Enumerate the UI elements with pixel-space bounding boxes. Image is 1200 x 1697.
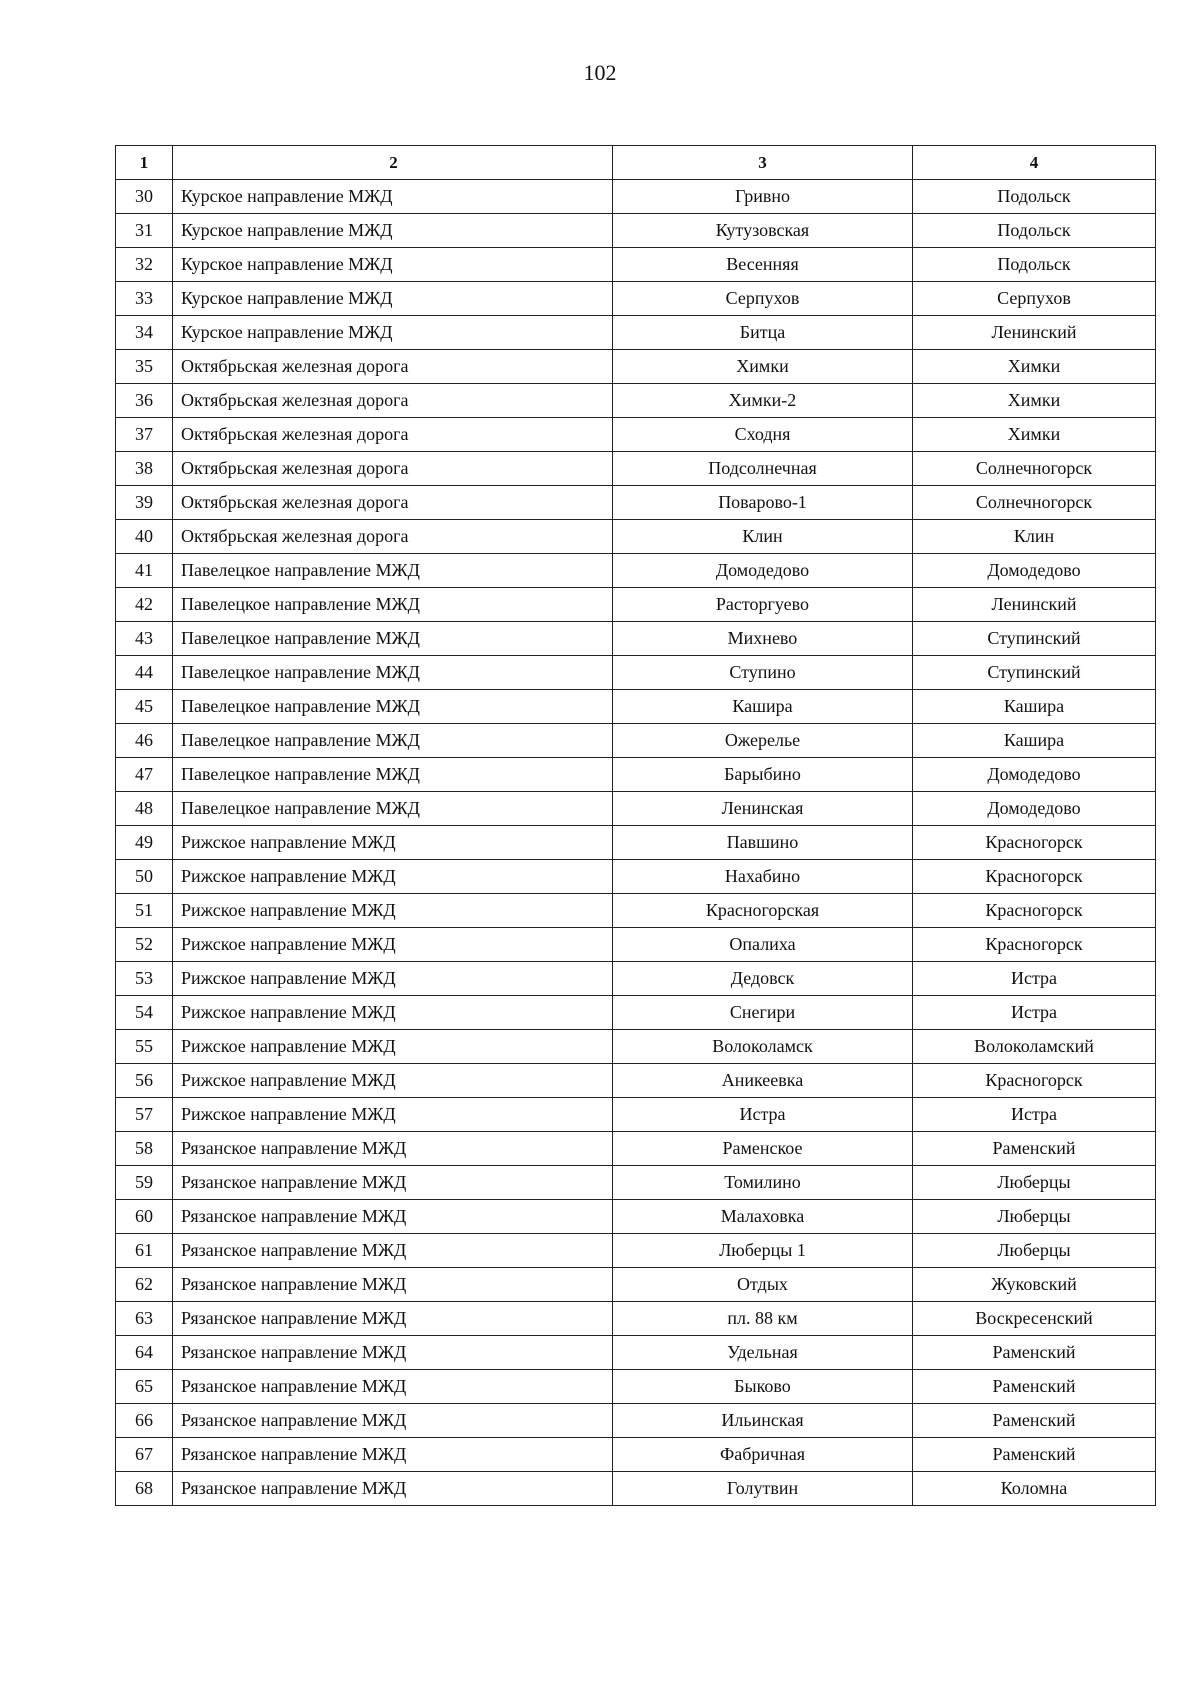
station-cell: Снегири xyxy=(613,996,913,1030)
row-number-cell: 50 xyxy=(116,860,173,894)
row-number-cell: 58 xyxy=(116,1132,173,1166)
station-cell: Расторгуево xyxy=(613,588,913,622)
municipality-cell: Воскресенский xyxy=(913,1302,1156,1336)
railway-direction-cell: Курское направление МЖД xyxy=(173,282,613,316)
row-number-cell: 31 xyxy=(116,214,173,248)
railway-direction-cell: Павелецкое направление МЖД xyxy=(173,656,613,690)
row-number-cell: 53 xyxy=(116,962,173,996)
row-number-cell: 54 xyxy=(116,996,173,1030)
table-row xyxy=(116,622,1156,656)
station-cell: Быково xyxy=(613,1370,913,1404)
municipality-cell: Красногорск xyxy=(913,1064,1156,1098)
table-row xyxy=(116,758,1156,792)
table-row xyxy=(116,1064,1156,1098)
station-cell: Люберцы 1 xyxy=(613,1234,913,1268)
table-row xyxy=(116,1268,1156,1302)
municipality-cell: Раменский xyxy=(913,1438,1156,1472)
railway-direction-cell: Павелецкое направление МЖД xyxy=(173,622,613,656)
railway-direction-cell: Рижское направление МЖД xyxy=(173,860,613,894)
row-number-cell: 36 xyxy=(116,384,173,418)
railway-direction-cell: Рязанское направление МЖД xyxy=(173,1166,613,1200)
row-number-cell: 57 xyxy=(116,1098,173,1132)
table-row xyxy=(116,894,1156,928)
municipality-cell: Истра xyxy=(913,996,1156,1030)
row-number-cell: 48 xyxy=(116,792,173,826)
railway-direction-cell: Рязанское направление МЖД xyxy=(173,1234,613,1268)
row-number-cell: 41 xyxy=(116,554,173,588)
station-cell: Битца xyxy=(613,316,913,350)
table-row xyxy=(116,452,1156,486)
table-row xyxy=(116,316,1156,350)
railway-direction-cell: Рязанское направление МЖД xyxy=(173,1336,613,1370)
table-row xyxy=(116,1132,1156,1166)
municipality-cell: Серпухов xyxy=(913,282,1156,316)
railway-direction-cell: Курское направление МЖД xyxy=(173,180,613,214)
station-cell: Ожерелье xyxy=(613,724,913,758)
row-number-cell: 68 xyxy=(116,1472,173,1506)
station-cell: Малаховка xyxy=(613,1200,913,1234)
table-row xyxy=(116,826,1156,860)
municipality-cell: Раменский xyxy=(913,1336,1156,1370)
row-number-cell: 60 xyxy=(116,1200,173,1234)
row-number-cell: 33 xyxy=(116,282,173,316)
row-number-cell: 62 xyxy=(116,1268,173,1302)
table-row xyxy=(116,486,1156,520)
station-cell: Гривно xyxy=(613,180,913,214)
station-cell: Серпухов xyxy=(613,282,913,316)
railway-direction-cell: Рязанское направление МЖД xyxy=(173,1472,613,1506)
row-number-cell: 40 xyxy=(116,520,173,554)
railway-direction-cell: Октябрьская железная дорога xyxy=(173,486,613,520)
railway-direction-cell: Рижское направление МЖД xyxy=(173,1098,613,1132)
municipality-cell: Истра xyxy=(913,962,1156,996)
column-header-4: 4 xyxy=(913,146,1156,180)
table-row xyxy=(116,554,1156,588)
table-row xyxy=(116,520,1156,554)
table-row xyxy=(116,350,1156,384)
railway-direction-cell: Рижское направление МЖД xyxy=(173,826,613,860)
row-number-cell: 59 xyxy=(116,1166,173,1200)
station-cell: Красногорская xyxy=(613,894,913,928)
railway-direction-cell: Рижское направление МЖД xyxy=(173,1064,613,1098)
column-header-3: 3 xyxy=(613,146,913,180)
station-cell: пл. 88 км xyxy=(613,1302,913,1336)
municipality-cell: Кашира xyxy=(913,724,1156,758)
railway-direction-cell: Курское направление МЖД xyxy=(173,316,613,350)
municipality-cell: Клин xyxy=(913,520,1156,554)
row-number-cell: 49 xyxy=(116,826,173,860)
page-number: 102 xyxy=(583,60,617,85)
row-number-cell: 37 xyxy=(116,418,173,452)
station-cell: Домодедово xyxy=(613,554,913,588)
railway-direction-cell: Рязанское направление МЖД xyxy=(173,1302,613,1336)
railway-direction-cell: Рязанское направление МЖД xyxy=(173,1200,613,1234)
row-number-cell: 45 xyxy=(116,690,173,724)
municipality-cell: Люберцы xyxy=(913,1166,1156,1200)
station-cell: Фабричная xyxy=(613,1438,913,1472)
table-row xyxy=(116,1030,1156,1064)
station-cell: Томилино xyxy=(613,1166,913,1200)
station-cell: Весенняя xyxy=(613,248,913,282)
table-row xyxy=(116,792,1156,826)
table-body xyxy=(116,180,1156,1506)
municipality-cell: Красногорск xyxy=(913,860,1156,894)
municipality-cell: Ленинский xyxy=(913,316,1156,350)
row-number-cell: 38 xyxy=(116,452,173,486)
table-row xyxy=(116,724,1156,758)
station-cell: Нахабино xyxy=(613,860,913,894)
municipality-cell: Волоколамский xyxy=(913,1030,1156,1064)
station-cell: Барыбино xyxy=(613,758,913,792)
railway-direction-cell: Октябрьская железная дорога xyxy=(173,350,613,384)
table-row xyxy=(116,1098,1156,1132)
municipality-cell: Раменский xyxy=(913,1132,1156,1166)
station-cell: Отдых xyxy=(613,1268,913,1302)
railway-direction-cell: Рязанское направление МЖД xyxy=(173,1132,613,1166)
row-number-cell: 32 xyxy=(116,248,173,282)
row-number-cell: 42 xyxy=(116,588,173,622)
table-row xyxy=(116,1166,1156,1200)
table-row xyxy=(116,1370,1156,1404)
row-number-cell: 61 xyxy=(116,1234,173,1268)
railway-direction-cell: Павелецкое направление МЖД xyxy=(173,588,613,622)
municipality-cell: Люберцы xyxy=(913,1234,1156,1268)
station-cell: Опалиха xyxy=(613,928,913,962)
municipality-cell: Домодедово xyxy=(913,554,1156,588)
table-row xyxy=(116,180,1156,214)
municipality-cell: Химки xyxy=(913,384,1156,418)
railway-direction-cell: Рижское направление МЖД xyxy=(173,928,613,962)
column-header-2: 2 xyxy=(173,146,613,180)
row-number-cell: 43 xyxy=(116,622,173,656)
row-number-cell: 66 xyxy=(116,1404,173,1438)
table-row xyxy=(116,282,1156,316)
municipality-cell: Домодедово xyxy=(913,758,1156,792)
station-cell: Поварово-1 xyxy=(613,486,913,520)
railway-direction-cell: Рязанское направление МЖД xyxy=(173,1438,613,1472)
row-number-cell: 63 xyxy=(116,1302,173,1336)
row-number-cell: 47 xyxy=(116,758,173,792)
row-number-cell: 64 xyxy=(116,1336,173,1370)
station-cell: Аникеевка xyxy=(613,1064,913,1098)
row-number-cell: 35 xyxy=(116,350,173,384)
railway-direction-cell: Октябрьская железная дорога xyxy=(173,520,613,554)
row-number-cell: 51 xyxy=(116,894,173,928)
municipality-cell: Солнечногорск xyxy=(913,452,1156,486)
municipality-cell: Подольск xyxy=(913,214,1156,248)
station-cell: Павшино xyxy=(613,826,913,860)
table-row xyxy=(116,588,1156,622)
table-row xyxy=(116,928,1156,962)
municipality-cell: Подольск xyxy=(913,180,1156,214)
table-row xyxy=(116,214,1156,248)
municipality-cell: Истра xyxy=(913,1098,1156,1132)
station-cell: Раменское xyxy=(613,1132,913,1166)
railway-direction-cell: Октябрьская железная дорога xyxy=(173,418,613,452)
station-cell: Удельная xyxy=(613,1336,913,1370)
table-row xyxy=(116,690,1156,724)
municipality-cell: Ленинский xyxy=(913,588,1156,622)
municipality-cell: Солнечногорск xyxy=(913,486,1156,520)
municipality-cell: Химки xyxy=(913,418,1156,452)
station-cell: Голутвин xyxy=(613,1472,913,1506)
railway-direction-cell: Павелецкое направление МЖД xyxy=(173,554,613,588)
table-row xyxy=(116,656,1156,690)
row-number-cell: 46 xyxy=(116,724,173,758)
station-cell: Кашира xyxy=(613,690,913,724)
railway-direction-cell: Павелецкое направление МЖД xyxy=(173,758,613,792)
row-number-cell: 67 xyxy=(116,1438,173,1472)
railway-direction-cell: Рижское направление МЖД xyxy=(173,1030,613,1064)
station-cell: Подсолнечная xyxy=(613,452,913,486)
municipality-cell: Красногорск xyxy=(913,894,1156,928)
row-number-cell: 56 xyxy=(116,1064,173,1098)
municipality-cell: Раменский xyxy=(913,1370,1156,1404)
municipality-cell: Ступинский xyxy=(913,622,1156,656)
row-number-cell: 34 xyxy=(116,316,173,350)
railway-direction-cell: Павелецкое направление МЖД xyxy=(173,792,613,826)
station-cell: Химки xyxy=(613,350,913,384)
municipality-cell: Красногорск xyxy=(913,826,1156,860)
municipality-cell: Раменский xyxy=(913,1404,1156,1438)
row-number-cell: 30 xyxy=(116,180,173,214)
station-cell: Ступино xyxy=(613,656,913,690)
station-cell: Ленинская xyxy=(613,792,913,826)
table-row xyxy=(116,1200,1156,1234)
railway-direction-cell: Рижское направление МЖД xyxy=(173,996,613,1030)
railway-direction-cell: Курское направление МЖД xyxy=(173,214,613,248)
railway-direction-cell: Павелецкое направление МЖД xyxy=(173,690,613,724)
table-row xyxy=(116,1234,1156,1268)
table-row xyxy=(116,996,1156,1030)
station-cell: Химки-2 xyxy=(613,384,913,418)
stations-table xyxy=(115,145,1156,1506)
station-cell: Дедовск xyxy=(613,962,913,996)
railway-direction-cell: Октябрьская железная дорога xyxy=(173,452,613,486)
table-row xyxy=(116,860,1156,894)
municipality-cell: Люберцы xyxy=(913,1200,1156,1234)
table-row xyxy=(116,384,1156,418)
municipality-cell: Жуковский xyxy=(913,1268,1156,1302)
table-row xyxy=(116,1438,1156,1472)
table-row xyxy=(116,1336,1156,1370)
table-row xyxy=(116,962,1156,996)
row-number-cell: 44 xyxy=(116,656,173,690)
table-row xyxy=(116,248,1156,282)
railway-direction-cell: Рижское направление МЖД xyxy=(173,962,613,996)
railway-direction-cell: Рязанское направление МЖД xyxy=(173,1370,613,1404)
table-row xyxy=(116,418,1156,452)
station-cell: Сходня xyxy=(613,418,913,452)
municipality-cell: Коломна xyxy=(913,1472,1156,1506)
row-number-cell: 65 xyxy=(116,1370,173,1404)
station-cell: Ильинская xyxy=(613,1404,913,1438)
table-header-row xyxy=(116,146,1156,180)
row-number-cell: 52 xyxy=(116,928,173,962)
railway-direction-cell: Павелецкое направление МЖД xyxy=(173,724,613,758)
municipality-cell: Химки xyxy=(913,350,1156,384)
railway-direction-cell: Рязанское направление МЖД xyxy=(173,1404,613,1438)
row-number-cell: 39 xyxy=(116,486,173,520)
railway-direction-cell: Курское направление МЖД xyxy=(173,248,613,282)
municipality-cell: Подольск xyxy=(913,248,1156,282)
column-header-1: 1 xyxy=(116,146,173,180)
railway-direction-cell: Октябрьская железная дорога xyxy=(173,384,613,418)
railway-direction-cell: Рязанское направление МЖД xyxy=(173,1268,613,1302)
station-cell: Михнево xyxy=(613,622,913,656)
table-row xyxy=(116,1302,1156,1336)
table-row xyxy=(116,1472,1156,1506)
station-cell: Волоколамск xyxy=(613,1030,913,1064)
municipality-cell: Домодедово xyxy=(913,792,1156,826)
table-row xyxy=(116,1404,1156,1438)
municipality-cell: Ступинский xyxy=(913,656,1156,690)
station-cell: Кутузовская xyxy=(613,214,913,248)
municipality-cell: Кашира xyxy=(913,690,1156,724)
station-cell: Истра xyxy=(613,1098,913,1132)
station-cell: Клин xyxy=(613,520,913,554)
railway-direction-cell: Рижское направление МЖД xyxy=(173,894,613,928)
municipality-cell: Красногорск xyxy=(913,928,1156,962)
row-number-cell: 55 xyxy=(116,1030,173,1064)
